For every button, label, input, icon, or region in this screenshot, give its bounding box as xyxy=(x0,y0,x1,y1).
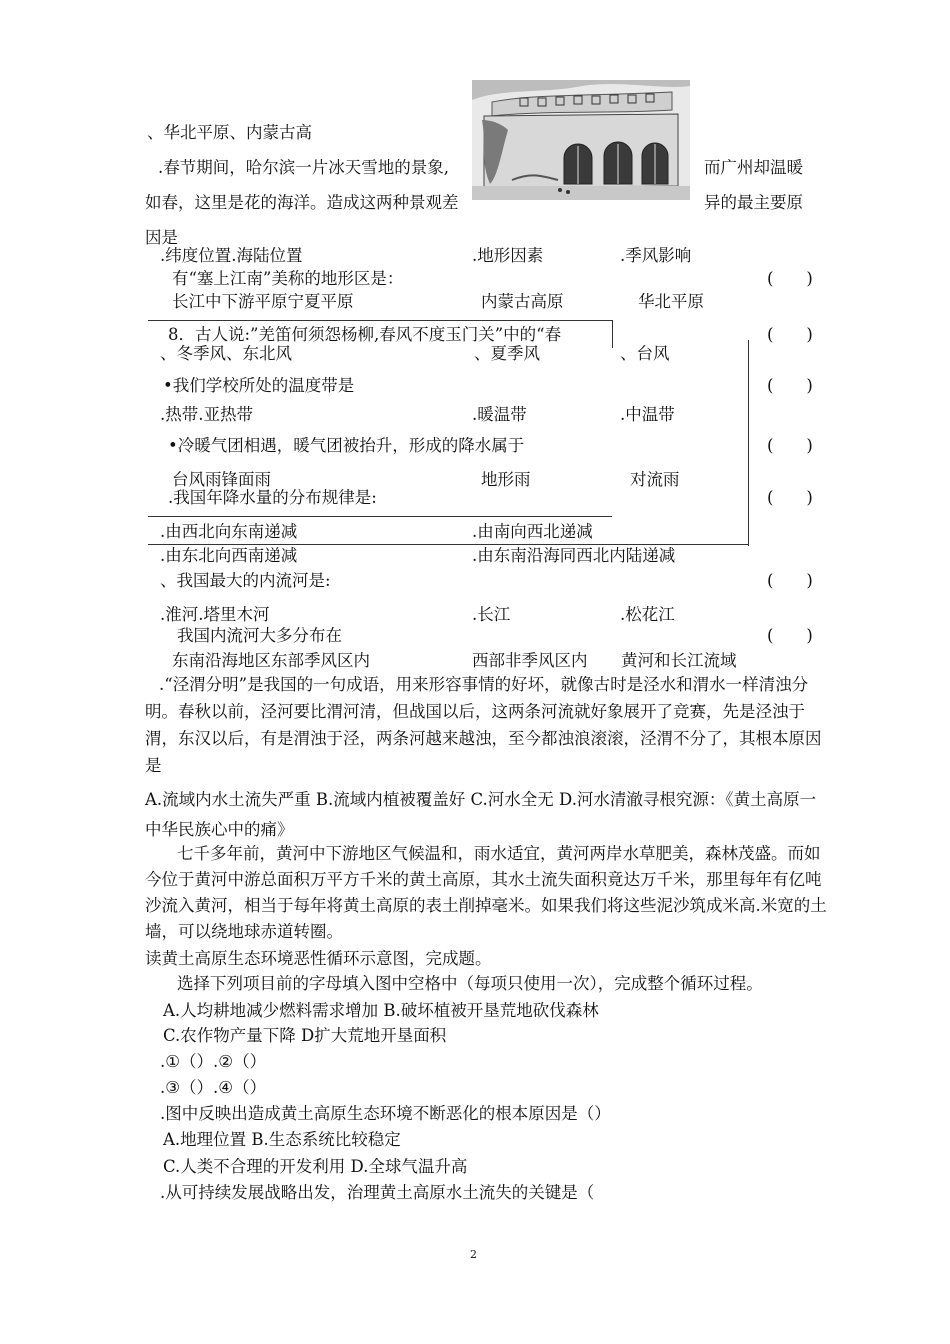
question-a-option-2: .地形因素 xyxy=(472,246,544,265)
question-a-tail: 、华北平原、内蒙古高 xyxy=(147,123,312,142)
question-j-blanks-3-4: .③（）.④（） xyxy=(160,1078,267,1097)
rule-line xyxy=(148,516,612,517)
rule-line xyxy=(148,320,612,321)
question-g-option-3: .松花江 xyxy=(620,605,675,624)
question-a-stem-line3: 因是 xyxy=(145,228,178,247)
question-c-option-2: 、夏季风 xyxy=(474,344,540,363)
question-a-stem-line1-right: 而广州却温暖 xyxy=(704,158,803,177)
question-g-option-2: .长江 xyxy=(472,605,511,624)
question-b-option-1: 长江中下游平原宁夏平原 xyxy=(172,292,354,311)
question-g-bracket: ( ) xyxy=(767,571,813,590)
question-k-stem: .图中反映出造成黄土高原生态环境不断恶化的根本原因是（） xyxy=(160,1104,611,1123)
question-e-option-1: 台风雨锋面雨 xyxy=(172,470,271,489)
passage-instruction: 读黄土高原生态环境恶性循环示意图，完成题。 xyxy=(145,949,492,968)
question-f-bracket: ( ) xyxy=(767,488,813,507)
question-d-option-3: .中温带 xyxy=(620,405,675,424)
question-c-option-3: 、台风 xyxy=(620,344,670,363)
question-i-stem: .“泾渭分明”是我国的一句成语，用来形容事情的好坏，就像古时是泾水和渭水一样清浊分明。春秋以前，泾河要比渭河清，但战国以后，这两条河流就好象展开了竞赛，先是泾浊于渭，东汉以后，有是渭浊于泾，两条河越来越浊，至今都浊浪滚滚，泾渭不分了，其根本原因是 xyxy=(145,675,822,775)
question-j-stem: 选择下列项目前的字母填入图中空格中（每项只使用一次），完成整个循环过程。 xyxy=(177,974,763,993)
question-j-options-cd: C.农作物产量下降 D扩大荒地开垦面积 xyxy=(163,1026,447,1045)
question-h-bracket: ( ) xyxy=(767,626,813,645)
question-f-option-4: .由东南沿海同西北内陆递减 xyxy=(472,546,676,565)
question-c-stem: 8．古人说:”羌笛何须怨杨柳,春风不度玉门关”中的“春 xyxy=(168,325,562,344)
cave-dwelling-illustration xyxy=(472,80,690,200)
question-k-options-ab: A.地理位置 B.生态系统比较稳定 xyxy=(163,1130,401,1149)
question-k-options-cd: C.人类不合理的开发利用 D.全球气温升高 xyxy=(163,1157,468,1176)
question-c-bracket: ( ) xyxy=(767,325,813,344)
question-b-stem: 有“塞上江南”美称的地形区是： xyxy=(172,269,404,288)
question-b-option-2: 内蒙古高原 xyxy=(481,292,564,311)
question-d-option-2: .暖温带 xyxy=(472,405,527,424)
question-a-option-1: .纬度位置.海陆位置 xyxy=(160,246,303,265)
question-g-option-1: .淮河.塔里木河 xyxy=(160,605,270,624)
question-b-bracket: ( ) xyxy=(767,269,813,288)
question-e-bracket: ( ) xyxy=(767,436,813,455)
question-c-option-1: 、冬季风、东北风 xyxy=(160,344,292,363)
page-number: 2 xyxy=(470,1248,477,1261)
question-j-blanks-1-2: .①（）.②（） xyxy=(160,1052,267,1071)
question-f-stem: .我国年降水量的分布规律是: xyxy=(168,488,377,507)
question-l-stem: .从可持续发展战略出发，治理黄土高原水土流失的关键是（ xyxy=(160,1183,595,1202)
question-e-option-2: 地形雨 xyxy=(481,470,531,489)
question-j-options-ab: A.人均耕地减少燃料需求增加 B.破坏植被开垦荒地砍伐森林 xyxy=(163,1001,599,1020)
question-f-option-3: .由东北向西南递减 xyxy=(160,546,298,565)
question-a-option-3: .季风影响 xyxy=(620,246,692,265)
question-h-stem: 我国内流河大多分布在 xyxy=(177,626,342,645)
question-a-stem-line2-right: 异的最主要原 xyxy=(704,193,803,212)
rule-line-vertical-right xyxy=(748,340,749,546)
question-e-option-3: 对流雨 xyxy=(630,470,680,489)
question-h-option-3: 黄河和长江流域 xyxy=(621,651,737,670)
question-b-option-3: 华北平原 xyxy=(638,292,704,311)
question-e-stem: •冷暖气团相遇，暖气团被抬升，形成的降水属于 xyxy=(168,436,525,455)
question-g-stem: 、我国最大的内流河是: xyxy=(160,571,331,590)
question-i-options: A.流域内水土流失严重 B.流域内植被覆盖好 C.河水全无 D.河水清澈寻根究源：《黄土高原一中华民族心中的痛》 xyxy=(145,790,817,839)
passage-paragraph: 七千多年前，黄河中下游地区气候温和，雨水适宜，黄河两岸水草肥美，森林茂盛。而如今位于黄河中游总面积万平方千米的黄土高原，其水土流失面积竟达万千米，那里每年有亿吨沙流入黄河，相当于每年将黄土高原的表土削掉毫米。如果我们将这些泥沙筑成米高.米宽的土墙，可以绕地球赤道转圈。 xyxy=(145,844,827,941)
question-a-stem-line1: .春节期间，哈尔滨一片冰天雪地的景象, xyxy=(158,158,449,177)
question-d-stem: •我们学校所处的温度带是 xyxy=(163,376,355,395)
question-h-option-1: 东南沿海地区东部季风区内 xyxy=(172,651,370,670)
question-f-option-2: .由南向西北递减 xyxy=(472,522,593,541)
question-h-option-2: 西部非季风区内 xyxy=(472,651,588,670)
question-f-option-1: .由西北向东南递减 xyxy=(160,522,298,541)
question-d-option-1: .热带.亚热带 xyxy=(160,405,253,424)
question-d-bracket: ( ) xyxy=(767,376,813,395)
rule-line-vertical xyxy=(612,320,613,348)
question-a-stem-line2: 如春，这里是花的海洋。造成这两种景观差 xyxy=(145,193,459,212)
